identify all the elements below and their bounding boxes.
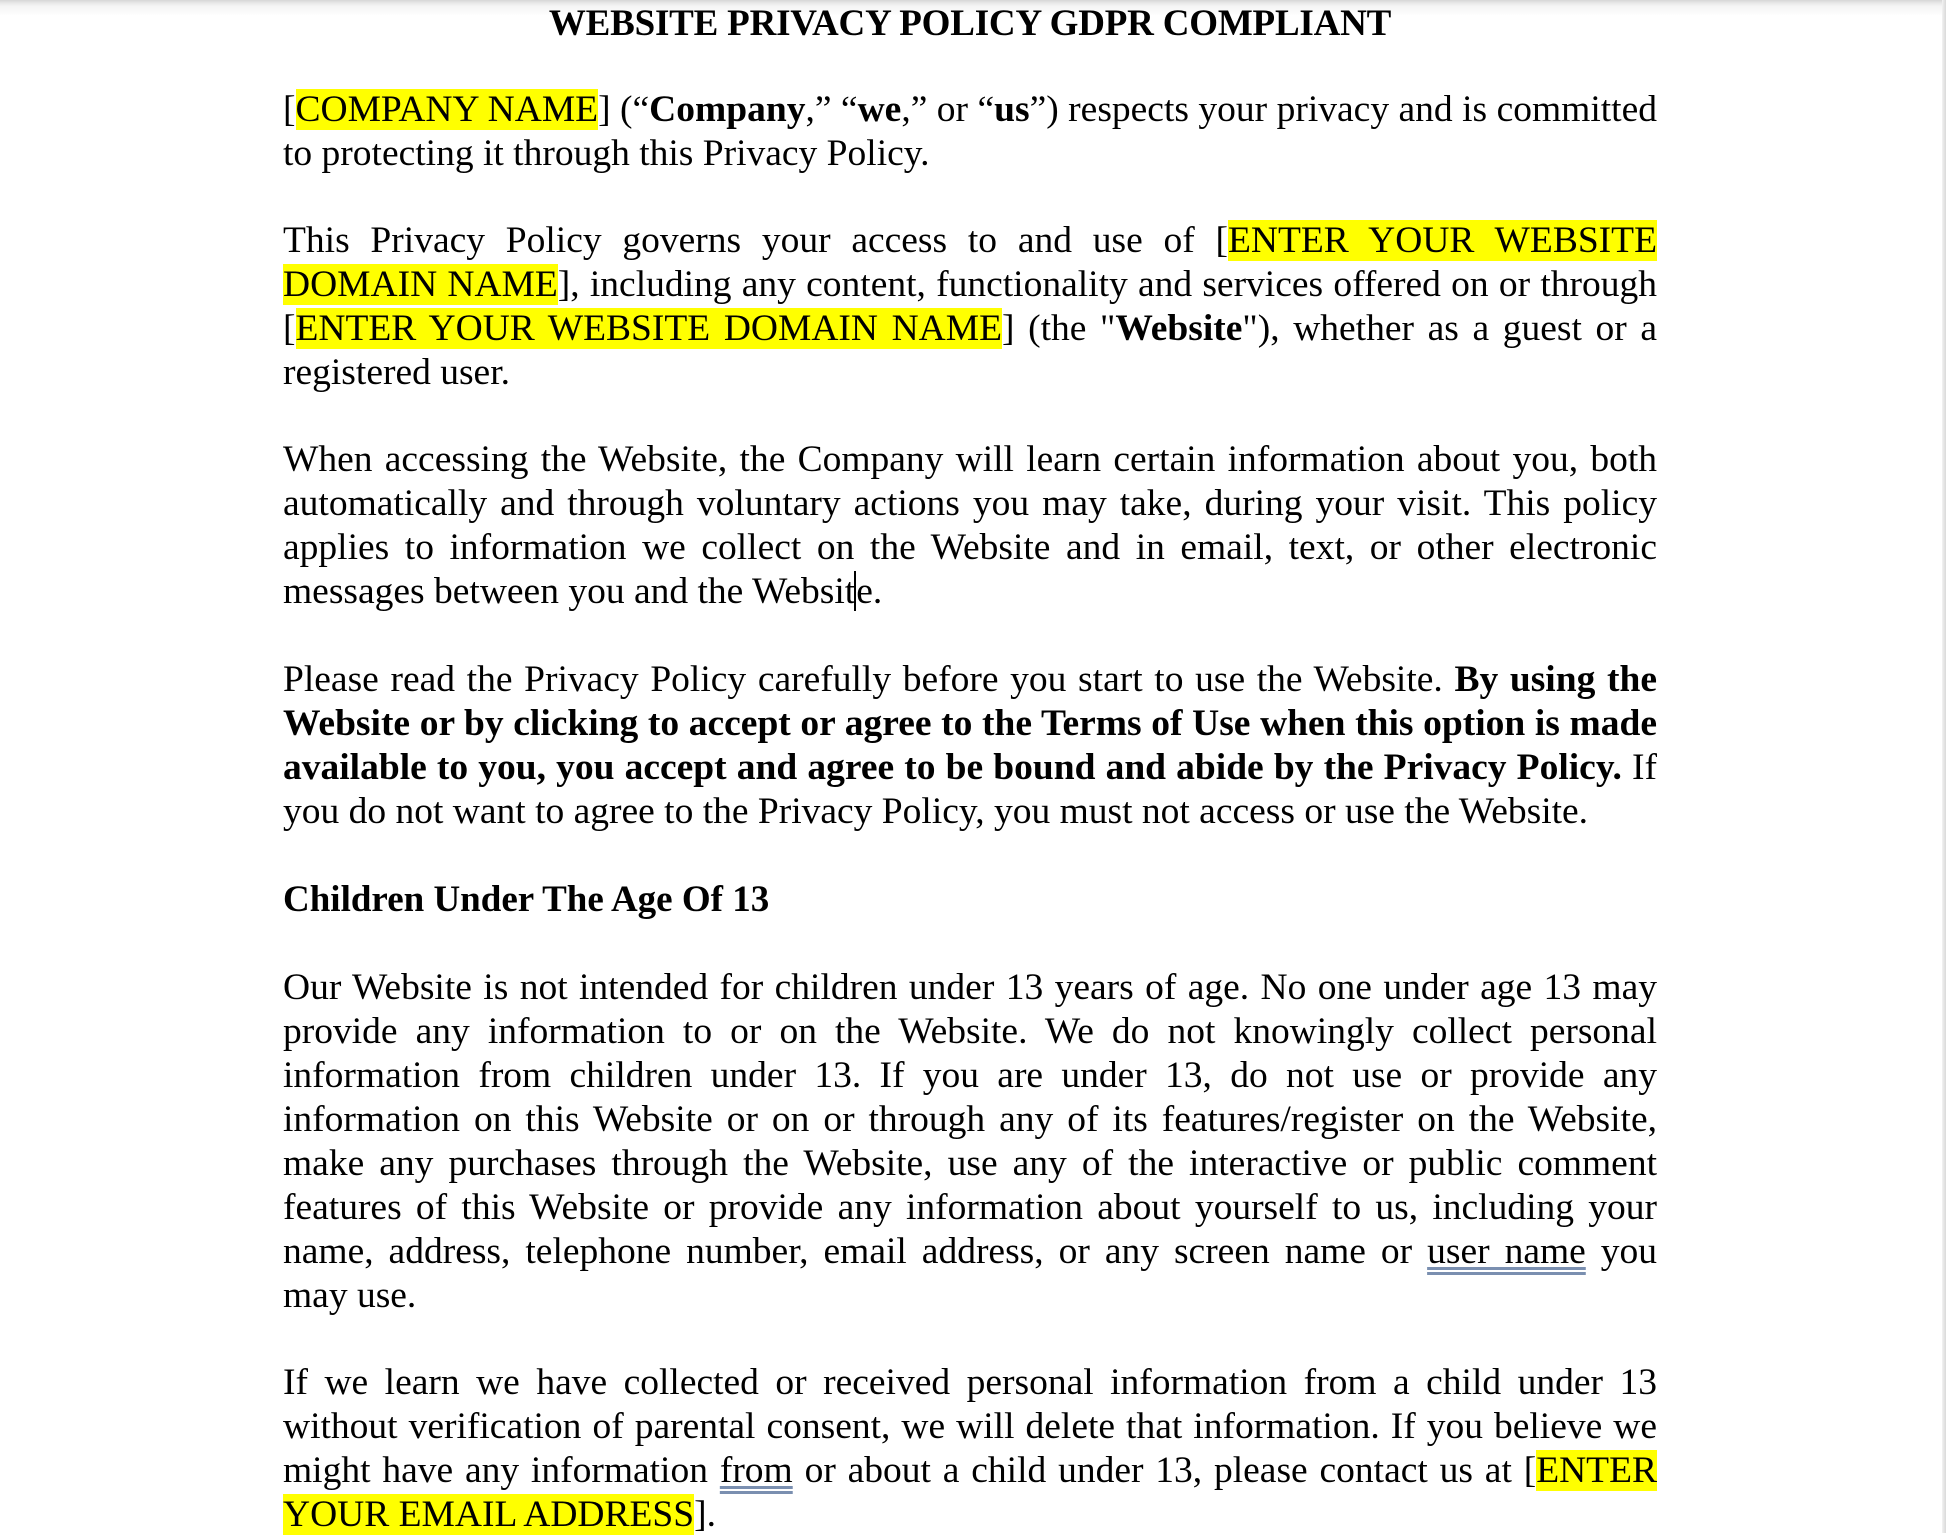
placeholder-company-name: COMPANY NAME: [295, 89, 599, 130]
term-website: Website: [1115, 308, 1243, 349]
placeholder-email-address: ENTER YOUR EMAIL ADDRESS: [283, 1450, 1658, 1535]
term-company: Company: [649, 89, 806, 130]
text-run: [: [283, 89, 296, 130]
text-run: ].: [694, 1494, 717, 1535]
section-heading-children: Children Under The Age Of 13: [283, 879, 770, 920]
term-us: us: [994, 89, 1030, 130]
text-run: If we learn we have collected or received personal information from a child under 13 without verification of parental consent, we will delete that information. If you believe we might have any information: [283, 1362, 1657, 1491]
text-run: ] (“: [598, 89, 650, 130]
text-run: ,” or “: [901, 89, 995, 130]
paragraph-learn-collected[interactable]: [283, 1361, 1657, 1537]
spellcheck-flag-user-name[interactable]: user name: [1427, 1231, 1586, 1272]
text-run: Please read the Privacy Policy carefully before you start to use the Website.: [283, 659, 1455, 700]
text-run: ] (the ": [1002, 308, 1116, 349]
text-run: Our Website is not intended for children under 13 years of age. No one under age 13 may provide any information to or on the Website. We do not knowingly collect personal information from children under 13. If you are under 13, do not use or provide any information on this Website or on or through any of its features/register on the Website, make any purchases through the Website, use any of the interactive or public comment features of this Website or provide any information about yourself to us, including your name, address, telephone number, email address, or any screen name or: [283, 967, 1657, 1272]
text-run: ,” “: [805, 89, 858, 130]
text-run: If you do not want to agree to the Privacy Policy, you must not access or use the Website.: [283, 747, 1657, 832]
text-run: e.: [856, 571, 883, 612]
placeholder-domain-name: ENTER YOUR WEBSITE DOMAIN NAME: [283, 220, 1657, 305]
text-run: This Privacy Policy governs your access to and use of [: [283, 220, 1228, 261]
placeholder-domain-name: ENTER YOUR WEBSITE DOMAIN NAME: [295, 308, 1003, 349]
paragraph-intro[interactable]: [283, 88, 1657, 176]
text-run: you may use.: [283, 1231, 1658, 1316]
text-run: or about a child under 13, please contact us at [: [792, 1450, 1537, 1491]
window-right-edge: [1942, 0, 1946, 1533]
text-run: ], including any content, functionality and services offered on or through [: [283, 264, 1657, 349]
text-run: ”) respects your privacy and is committed to protecting it through this Privacy Policy.: [283, 89, 1657, 174]
term-we: we: [857, 89, 902, 130]
text-run: "), whether as a guest or a registered user.: [283, 308, 1657, 393]
paragraph-children[interactable]: [283, 966, 1657, 1318]
spellcheck-flag-from[interactable]: from: [719, 1450, 793, 1491]
paragraph-accessing[interactable]: [283, 438, 1657, 614]
text-run: When accessing the Website, the Company will learn certain information about you, both automatically and through voluntary actions you may take, during your visit. This policy applies to information we collect on the Website and in email, text, or other electronic messages between you and the Websit: [283, 439, 1657, 612]
paragraph-please-read[interactable]: [283, 658, 1657, 834]
bold-acceptance-clause: By using the Website or by clicking to accept or agree to the Terms of Use when this option is made available to you, you accept and agree to be bound and abide by the Privacy Policy.: [283, 659, 1657, 788]
document-title: WEBSITE PRIVACY POLICY GDPR COMPLIANT: [548, 3, 1392, 44]
paragraph-governs[interactable]: [283, 219, 1657, 395]
